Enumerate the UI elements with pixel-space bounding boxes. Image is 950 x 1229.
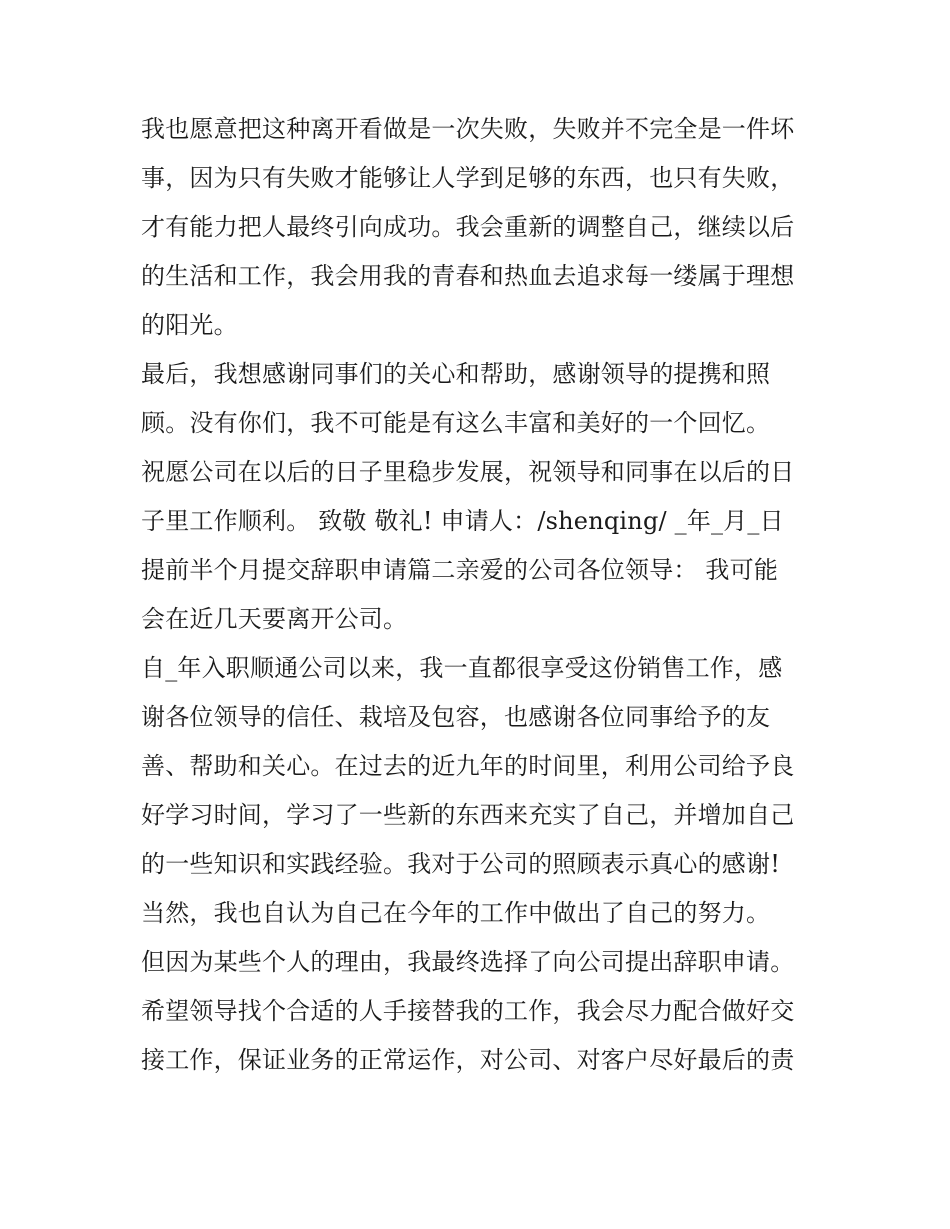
text-line: 会在近几天要离开公司。 <box>141 605 408 633</box>
text-line: 自_年入职顺通公司以来，我一直都很享受这份销售工作，感 <box>141 654 783 682</box>
text-line: 但因为某些个人的理由，我最终选择了向公司提出辞职申请。 <box>141 948 795 976</box>
document-body <box>141 105 821 1085</box>
text-line: 提前半个月提交辞职申请篇二亲爱的公司各位领导： 我可能 <box>141 556 779 584</box>
text-line: 我也愿意把这种离开看做是一次失败，失败并不完全是一件坏 <box>141 115 795 143</box>
text-line: 祝愿公司在以后的日子里稳步发展，祝领导和同事在以后的日 <box>141 458 795 486</box>
text-line: 的生活和工作，我会用我的青春和热血去追求每一缕属于理想 <box>141 262 795 290</box>
text-line: 好学习时间，学习了一些新的东西来充实了自己，并增加自己 <box>141 801 795 829</box>
text-line: 才有能力把人最终引向成功。我会重新的调整自己，继续以后 <box>141 213 795 241</box>
text-line: 的一些知识和实践经验。我对于公司的照顾表示真心的感谢! <box>141 850 781 878</box>
text-line: 事，因为只有失败才能够让人学到足够的东西，也只有失败， <box>141 164 795 192</box>
text-line: 善、帮助和关心。在过去的近九年的时间里，利用公司给予良 <box>141 752 795 780</box>
text-line: 最后，我想感谢同事们的关心和帮助，感谢领导的提携和照 <box>141 360 771 388</box>
text-line: 接工作，保证业务的正常运作，对公司、对客户尽好最后的责 <box>141 1046 795 1074</box>
text-line: 谢各位领导的信任、栽培及包容，也感谢各位同事给予的友 <box>141 703 771 731</box>
text-line: 希望领导找个合适的人手接替我的工作，我会尽力配合做好交 <box>141 997 795 1025</box>
text-line: 子里工作顺利。 致敬 敬礼! 申请人：/shenqing/ _年_月_日 <box>141 507 784 535</box>
text-line: 的阳光。 <box>141 311 238 339</box>
text-line: 顾。没有你们，我不可能是有这么丰富和美好的一个回忆。 <box>141 409 771 437</box>
text-line: 当然，我也自认为自己在今年的工作中做出了自己的努力。 <box>141 899 771 927</box>
